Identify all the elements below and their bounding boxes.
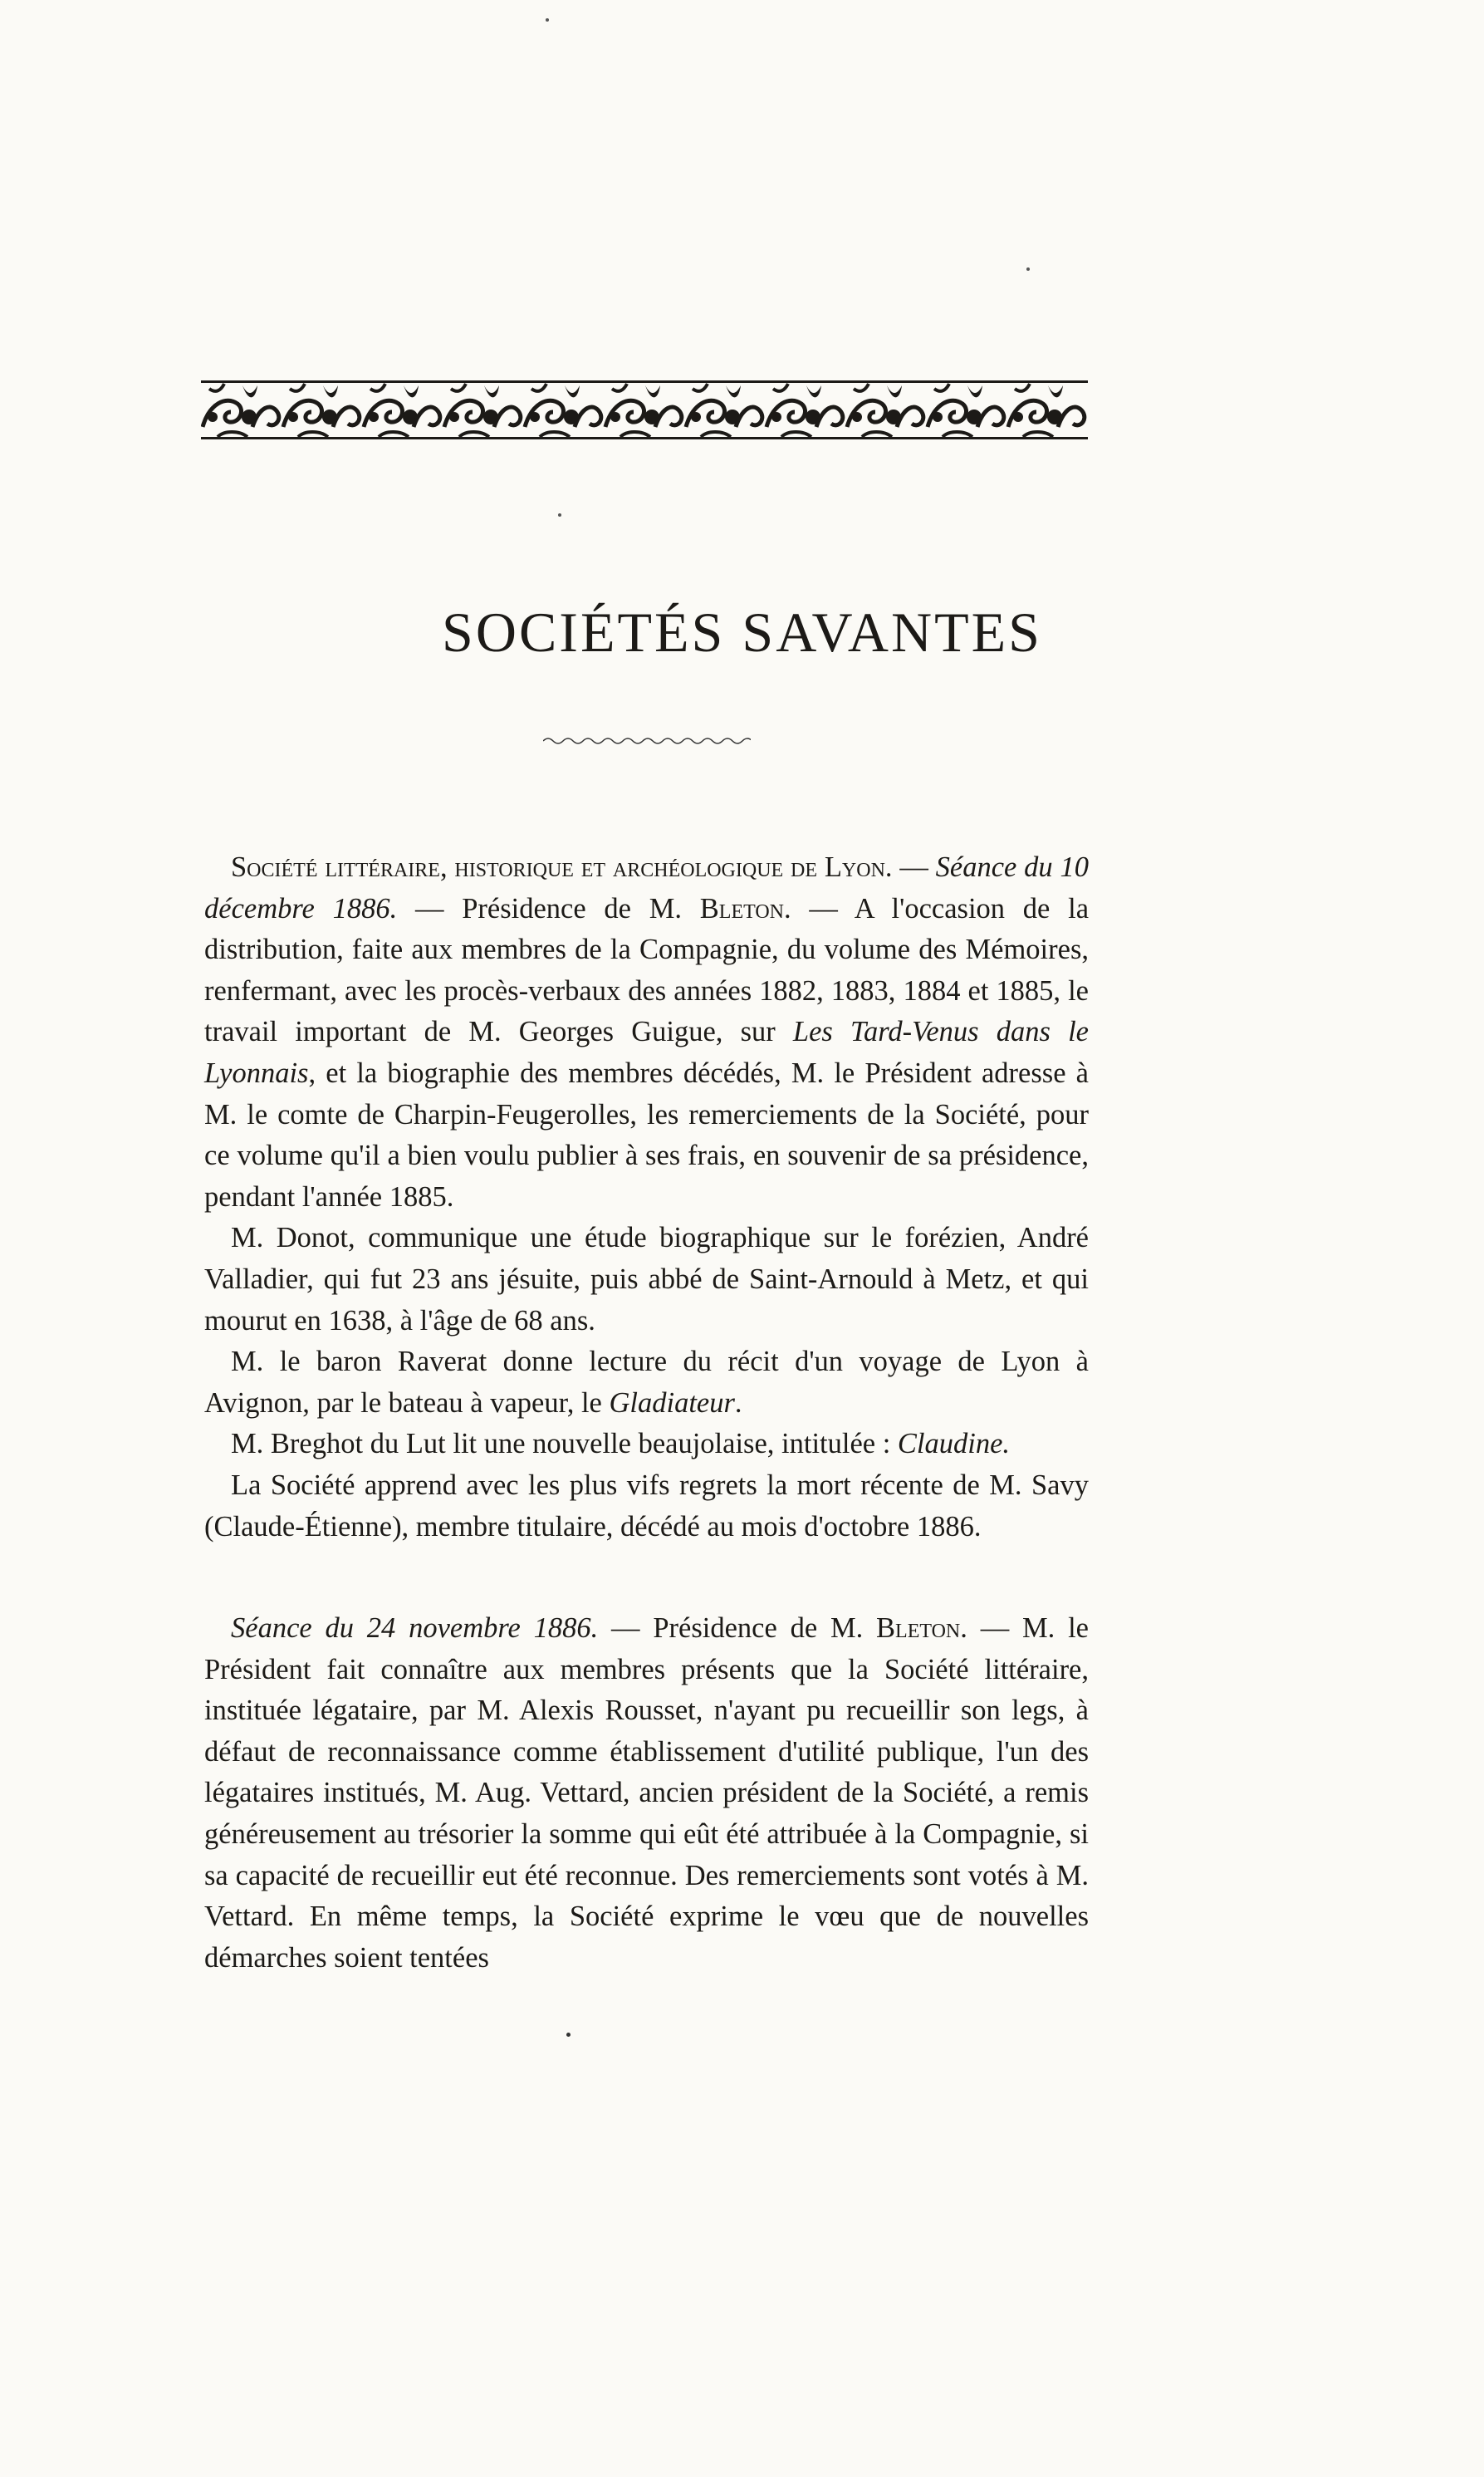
title-divider bbox=[543, 734, 751, 746]
paragraph: M. le baron Raverat donne lecture du récit d'un voyage de Lyon à Avignon, par le bateau à vapeur, le Gladiateur. bbox=[204, 1346, 1089, 1419]
session-date: Séance du 24 novembre 1886. bbox=[231, 1612, 599, 1644]
page-title: SOCIÉTÉS SAVANTES bbox=[442, 601, 1042, 664]
floral-ornament-icon bbox=[201, 379, 1088, 442]
page-speck bbox=[566, 2033, 571, 2037]
ornament-header-band bbox=[201, 379, 1088, 442]
page-speck bbox=[1026, 267, 1030, 271]
section-session-november bbox=[204, 1608, 1089, 1979]
page-speck bbox=[546, 18, 549, 22]
paragraph: M. Breghot du Lut lit une nouvelle beaujolaise, intitulée : Claudine. bbox=[231, 1428, 1011, 1460]
paragraph: Séance du 24 novembre 1886. — Présidence de M. Bleton. — M. le Président fait connaître aux membres présents que la Société littéraire, instituée légataire, par M. Alexis Rousset, n'ayant pu recueillir son legs, à défaut de reconnaissance comme établissement d'utilité publique, l'un des légataires institués, M. Aug. Vettard, ancien président de la Société, a remis généreusement au trésorier la somme qui eût été attribuée à la Compagnie, si sa capacité de recueillir eut été reconnue. Des remerciements sont votés à M. Vettard. En même temps, la Société exprime le vœu que de nouvelles démarches soient tentées bbox=[204, 1612, 1089, 1974]
paragraph: M. Donot, communique une étude biographique sur le forézien, André Valladier, qui fut 23 ans jésuite, puis abbé de Saint-Arnould à Metz, et qui mourut en 1638, à l'âge de 68 ans. bbox=[204, 1222, 1089, 1337]
paragraph: La Société apprend avec les plus vifs regrets la mort récente de M. Savy (Claude-Étienne), membre titulaire, décédé au mois d'octobre 1886. bbox=[204, 1469, 1089, 1543]
paragraph: Société littéraire, historique et archéologique de Lyon. — Séance du 10 décembre 1886. — Présidence de M. Bleton. — A l'occasion de la distribution, faite aux membres de la Compagnie, du volume des Mémoires, renfermant, avec les procès-verbaux des années 1882, 1883, 1884 et 1885, le travail important de M. Georges Guigue, sur Les Tard-Venus dans le Lyonnais, et la biographie des membres décédés, M. le Président adresse à M. le comte de Charpin-Feugerolles, les remerciements de la Société, pour ce volume qu'il a bien voulu publier à ses frais, en souvenir de sa présidence, pendant l'année 1885. bbox=[204, 851, 1090, 1213]
section-lyon-society bbox=[204, 847, 1089, 1548]
page-speck bbox=[558, 513, 561, 517]
society-name: Société littéraire, historique et archéologique de Lyon. bbox=[231, 851, 893, 883]
work-title: Les Tard-Venus dans le Lyonnais bbox=[204, 1016, 1089, 1089]
session-date: Séance du 10 décembre 1886. bbox=[204, 851, 1089, 925]
president-name: Bleton bbox=[699, 892, 785, 925]
president-name: Bleton bbox=[876, 1612, 961, 1644]
